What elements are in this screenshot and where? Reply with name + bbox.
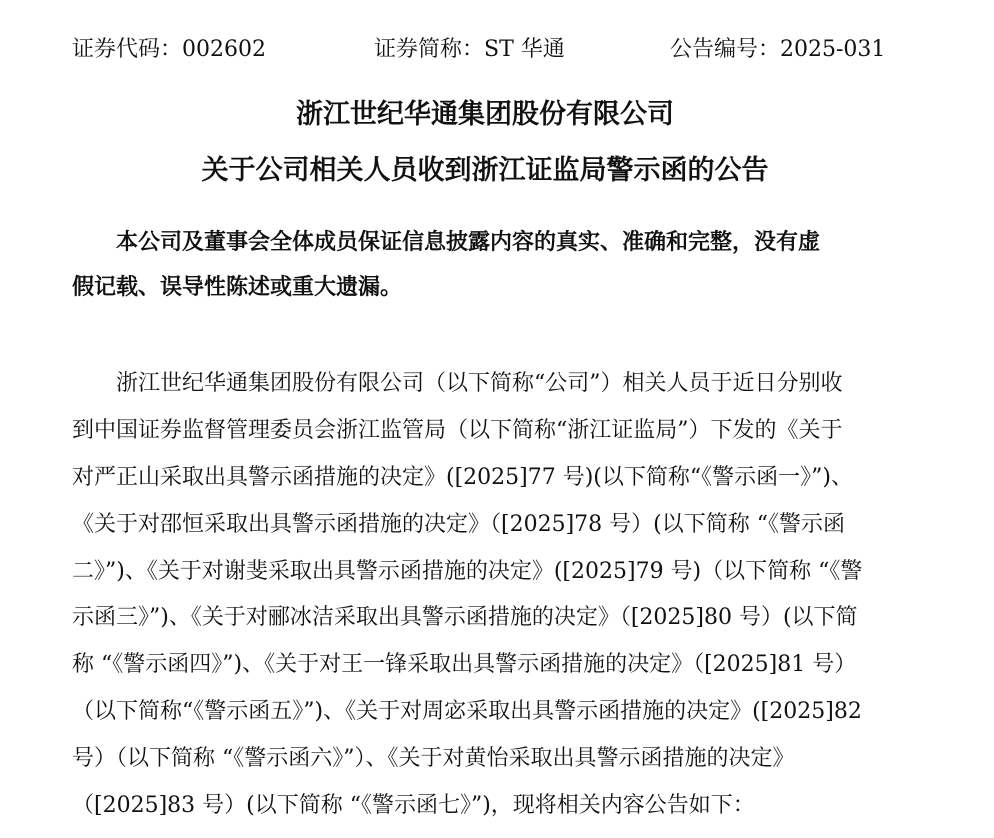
announcement-title: 关于公司相关人员收到浙江证监局警示函的公告 [201, 155, 769, 186]
paragraph-line: （[2025]83 号）(以下简称 “《警示函七》”)，现将相关内容公告如下： [72, 793, 755, 818]
paragraph-line: （以下简称“《警示函五》”)、《关于对周宓采取出具警示函措施的决定》([2025]82 [72, 699, 862, 724]
document-header [72, 35, 952, 65]
paragraph-line: 称 “《警示函四》”)、《关于对王一锋采取出具警示函措施的决定》（[2025]81 号） [72, 652, 857, 677]
security-code: 证券代码：002602 [72, 37, 266, 62]
paragraph-line: 二》”)、《关于对谢斐采取出具警示函措施的决定》([2025]79 号)（以下简称 “《警 [72, 559, 863, 584]
board-notice [72, 220, 902, 310]
announcement-number: 公告编号：2025-031 [670, 37, 886, 62]
board-notice-line: 本公司及董事会全体成员保证信息披露内容的真实、准确和完整，没有虚 [116, 229, 821, 255]
paragraph-line: 示函三》”)、《关于对郦冰洁采取出具警示函措施的决定》（[2025]80 号）(以下简 [72, 605, 858, 630]
paragraph-line: 到中国证券监督管理委员会浙江监管局（以下简称“浙江证监局”）下发的《关于 [72, 418, 843, 443]
security-abbreviation: 证券简称：ST 华通 [374, 37, 565, 62]
paragraph-line: 《关于对邵恒采取出具警示函措施的决定》（[2025]78 号）(以下简称 “《警示函 [72, 512, 845, 537]
board-notice-line: 假记载、误导性陈述或重大遗漏。 [72, 274, 403, 300]
paragraph-line: 浙江世纪华通集团股份有限公司（以下简称“公司”）相关人员于近日分别收 [116, 371, 843, 396]
paragraph-line: 对严正山采取出具警示函措施的决定》([2025]77 号)(以下简称“《警示函一》”)、 [72, 465, 853, 490]
company-title: 浙江世纪华通集团股份有限公司 [296, 99, 674, 130]
paragraph-line: 号）（以下简称 “《警示函六》”）、《关于对黄怡采取出具警示函措施的决定》 [72, 746, 795, 771]
